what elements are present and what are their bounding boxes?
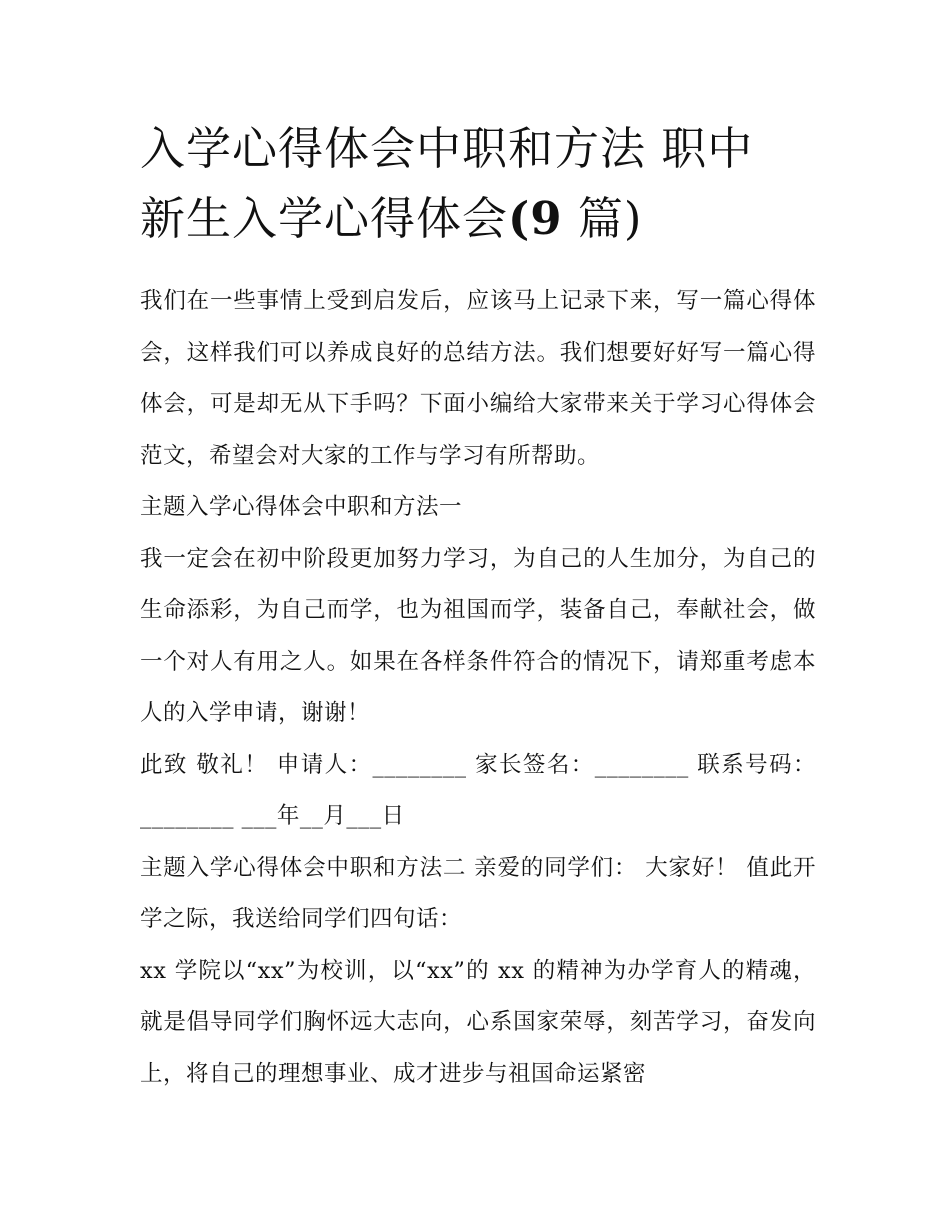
title-line-2-bold: (9 <box>508 192 563 245</box>
intro-paragraph: 我们在一些事情上受到启发后，应该马上记录下来，写一篇心得体会，这样我们可以养成良好的总结方法。我们想要好好写一篇心得体会，可是却无从下手吗？下面小编给大家带来关于学习心得体会范文，希望会对大家的工作与学习有所帮助。 <box>140 288 816 469</box>
signature-block: 此致 敬礼！ 申请人：________ 家长签名：________ 联系号码：________ ___年__月___日 <box>140 751 816 829</box>
body-paragraph-1: 我一定会在初中阶段更加努力学习，为自己的人生加分，为自己的生命添彩，为自己而学，也为祖国而学，装备自己，奉献社会，做一个对人有用之人。如果在各样条件符合的情况下，请郑重考虑本人的入学申请，谢谢！ <box>140 545 816 726</box>
section-heading-2: 主题入学心得体会中职和方法二 亲爱的同学们： 大家好！ 值此开学之际，我送给同学们四句话： <box>140 854 816 932</box>
title-line-1: 入学心得体会中职和方法 职中 <box>140 122 754 175</box>
body-paragraph-2: xx 学院以“xx”为校训，以“xx”的 xx 的精神为办学育人的精魂，就是倡导同学们胸怀远大志向，心系国家荣辱，刻苦学习，奋发向上，将自己的理想事业、成才进步与祖国命运紧密 <box>140 957 816 1087</box>
section-heading-1: 主题入学心得体会中职和方法一 <box>140 494 463 520</box>
document-page <box>140 114 816 1100</box>
document-title <box>140 114 816 254</box>
title-line-2-prefix: 新生入学心得体会 <box>140 192 509 245</box>
title-line-2-suffix: 篇) <box>562 192 643 245</box>
